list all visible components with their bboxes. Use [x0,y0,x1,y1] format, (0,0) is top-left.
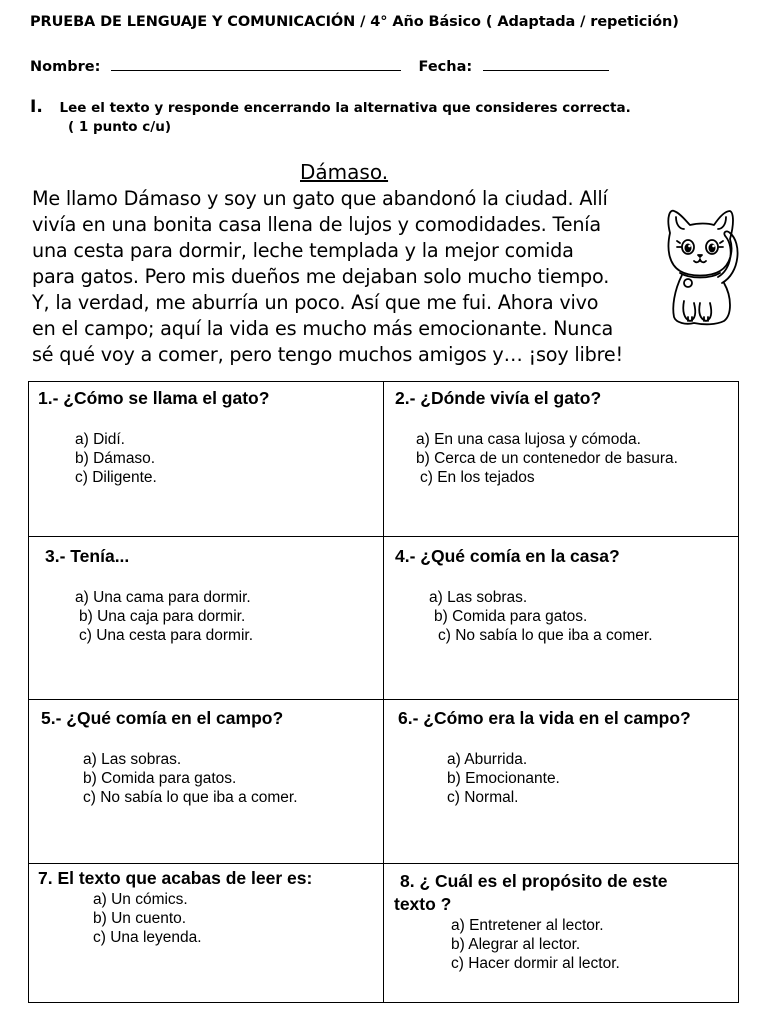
option[interactable]: c) Hacer dormir al lector. [451,955,620,972]
option[interactable]: c) No sabía lo que iba a comer. [83,789,298,806]
option[interactable]: b) Un cuento. [93,910,187,927]
question-6: 6.- ¿Cómo era la vida en el campo? [398,708,691,728]
question-cell-7 [29,864,384,1003]
option[interactable]: a) Las sobras. [429,589,528,606]
question-1: 1.- ¿Cómo se llama el gato? [38,388,270,408]
question-8-line1: 8. ¿ Cuál es el propósito de este [400,871,668,891]
question-cell-8 [384,864,739,1003]
option[interactable]: b) Comida para gatos. [83,770,237,787]
option[interactable]: b) Dámaso. [75,450,156,467]
question-2: 2.- ¿Dónde vivía el gato? [395,388,602,408]
name-blank-line[interactable] [111,58,401,71]
option[interactable]: a) Las sobras. [83,751,182,768]
question-7: 7. El texto que acabas de leer es: [38,868,313,888]
story-line: sé qué voy a comer, pero tengo muchos amigos y… ¡soy libre! [32,343,623,366]
instructions [30,97,631,117]
story-line: para gatos. Pero mis dueños me dejaban solo mucho tiempo. [32,265,610,288]
questions-table [28,381,739,1003]
option[interactable]: c) No sabía lo que iba a comer. [438,627,653,644]
question-8-line2: texto ? [394,894,452,914]
option[interactable]: b) Cerca de un contenedor de basura. [416,450,678,467]
option[interactable]: c) Diligente. [75,469,157,486]
name-label: Nombre: [30,59,101,75]
test-title: PRUEBA DE LENGUAJE Y COMUNICACIÓN / 4° Año Básico ( Adaptada / repetición) [30,14,679,30]
question-cell-6 [384,700,739,864]
question-3: 3.- Tenía... [45,546,130,566]
cat-illustration-icon [660,203,740,329]
option[interactable]: a) Didí. [75,431,125,448]
option[interactable]: a) Aburrida. [447,751,528,768]
question-5: 5.- ¿Qué comía en el campo? [41,708,284,728]
story-line: Y, la verdad, me aburría un poco. Así que me fui. Ahora vivo [32,291,599,314]
story-line: en el campo; aquí la vida es mucho más emocionante. Nunca [32,317,614,340]
section-numeral: I. [30,97,43,117]
date-label: Fecha: [418,59,473,75]
story-line: vivía en una bonita casa llena de lujos y comodidades. Tenía [32,213,601,236]
date-blank-line[interactable] [483,58,609,71]
option[interactable]: c) En los tejados [420,469,535,486]
question-cell-5 [29,700,384,864]
option[interactable]: a) Entretener al lector. [451,917,604,934]
story-line: una cesta para dormir, leche templada y la mejor comida [32,239,574,262]
option[interactable]: b) Comida para gatos. [434,608,588,625]
instructions-points: ( 1 punto c/u) [68,119,171,135]
option[interactable]: c) Una leyenda. [93,929,202,946]
story-title: Dámaso. [300,160,389,184]
option[interactable]: c) Una cesta para dormir. [79,627,254,644]
name-date-row [30,58,609,75]
question-4: 4.- ¿Qué comía en la casa? [395,546,620,566]
option[interactable]: b) Alegrar al lector. [451,936,581,953]
option[interactable]: a) Una cama para dormir. [75,589,251,606]
option[interactable]: a) Un cómics. [93,891,188,908]
question-cell-3 [29,537,384,700]
instructions-text: Lee el texto y responde encerrando la alternativa que consideres correcta. [59,100,631,116]
question-cell-4 [384,537,739,700]
question-cell-2 [384,382,739,537]
story-line: Me llamo Dámaso y soy un gato que abandonó la ciudad. Allí [32,187,608,210]
option[interactable]: b) Emocionante. [447,770,560,787]
question-cell-1 [29,382,384,537]
option[interactable]: b) Una caja para dormir. [79,608,246,625]
option[interactable]: c) Normal. [447,789,519,806]
option[interactable]: a) En una casa lujosa y cómoda. [416,431,641,448]
